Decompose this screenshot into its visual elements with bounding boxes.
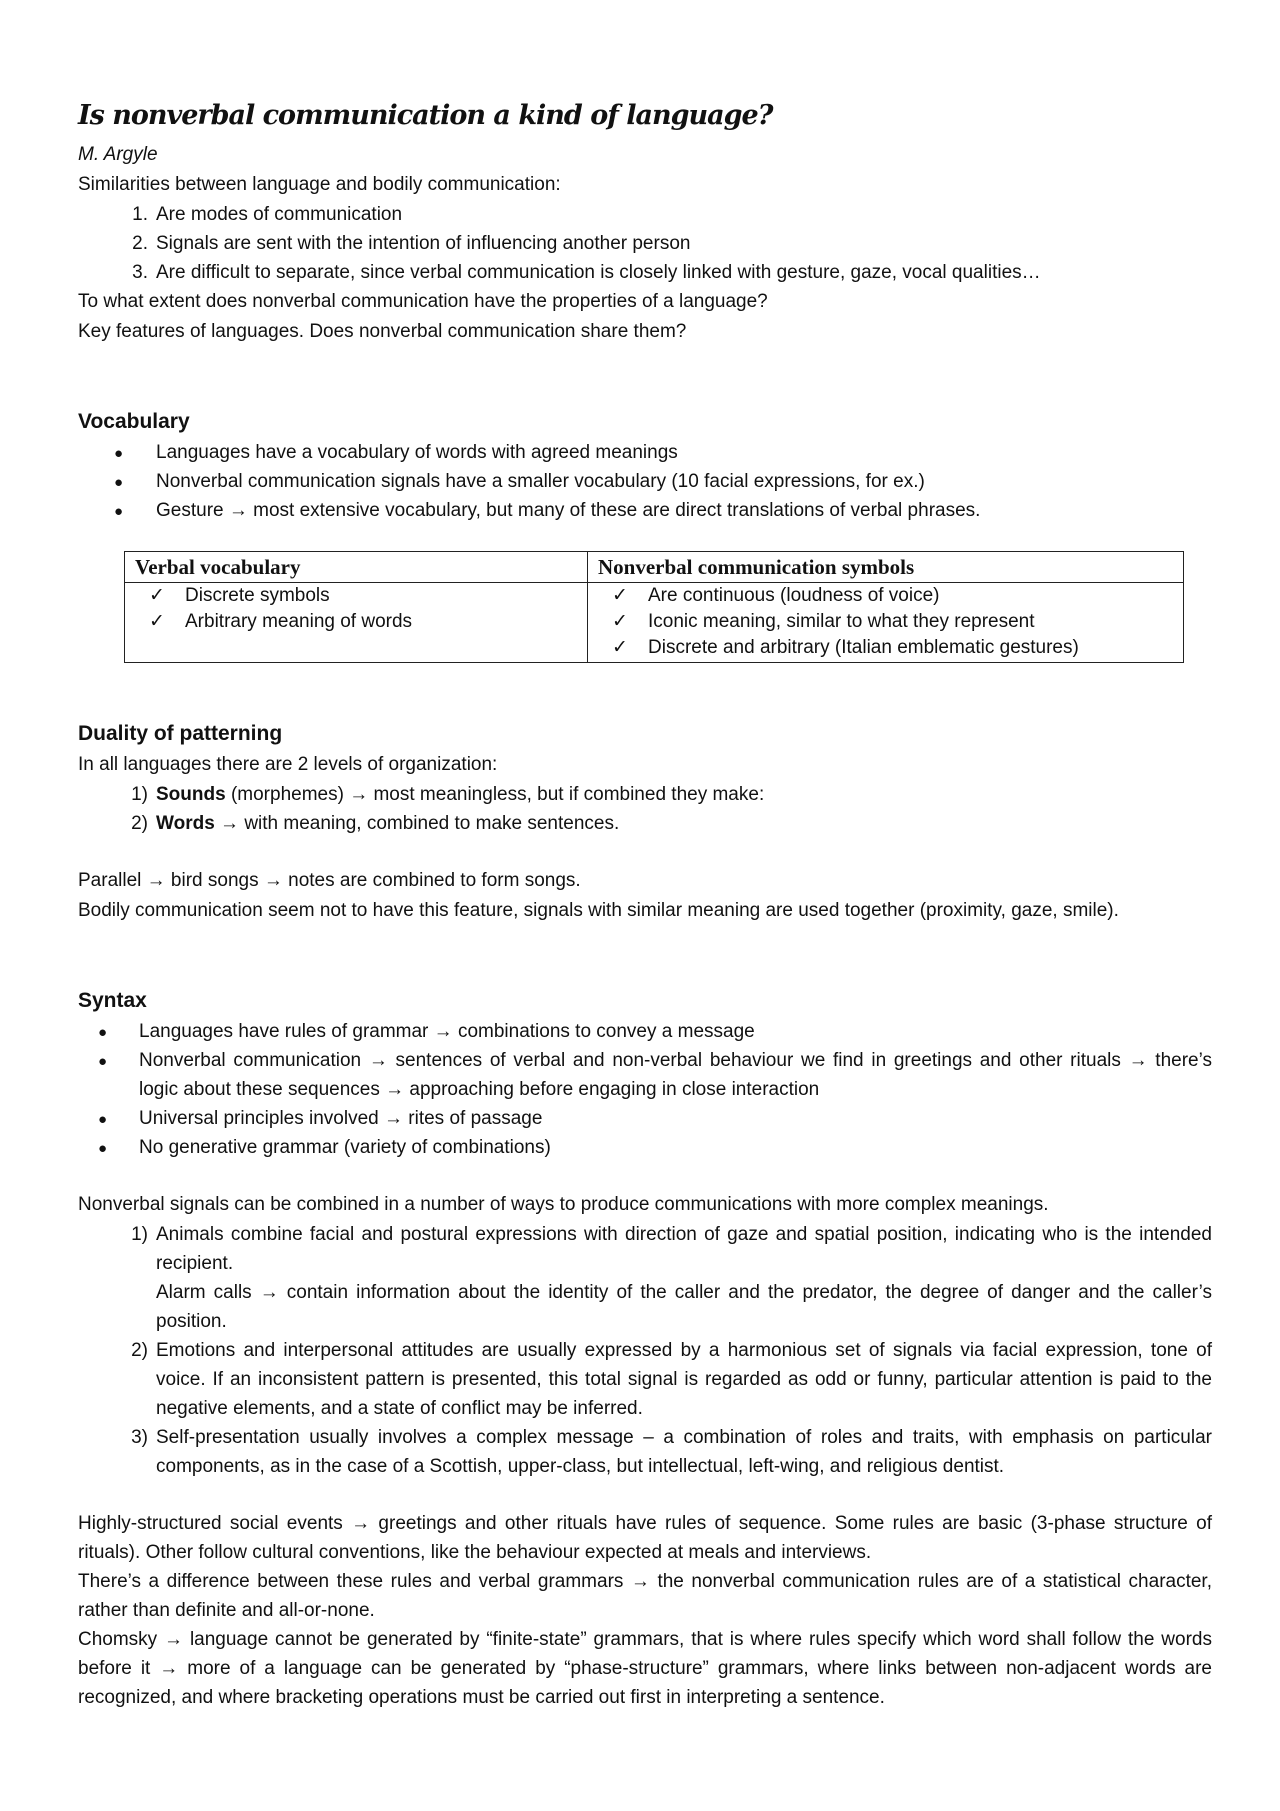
syntax-list — [78, 1220, 1212, 1481]
list-item: ● Languages have a vocabulary of words with agreed meanings — [78, 438, 1212, 467]
document-page — [78, 98, 1212, 1712]
table-list-item: ✓ Are continuous (loudness of voice) — [588, 583, 1183, 609]
syntax-paragraph: There’s a difference between these rules and verbal grammars → the nonverbal communication rules are of a statistical character, rather than definite and all-or-none. — [78, 1571, 1212, 1621]
table-cell-nonverbal — [588, 583, 1184, 663]
list-item: ● Nonverbal communication signals have a smaller vocabulary (10 facial expressions, for ex.) — [78, 467, 1212, 496]
intro-question-2: Key features of languages. Does nonverbal communication share them? — [78, 321, 687, 342]
duality-paragraph: Parallel → bird songs → notes are combined to form songs. — [78, 870, 581, 891]
list-item: ● Universal principles involved → rites of passage — [78, 1104, 1212, 1133]
bullet-icon: ● — [98, 1140, 108, 1157]
check-icon: ✓ — [149, 611, 165, 632]
table-cell-verbal — [125, 583, 588, 663]
bullet-icon: ● — [114, 474, 124, 491]
list-item: 2) Emotions and interpersonal attitudes are usually expressed by a harmonious set of signals via facial expression, tone of voice. If an inconsistent pattern is presented, this total signal is regarded as odd or funny, particular attention is paid to the negative elements, and a state of conflict may be inferred. — [131, 1340, 1212, 1419]
intro-lead: Similarities between language and bodily communication: — [78, 174, 561, 195]
table-list-item: ✓ Discrete and arbitrary (Italian emblematic gestures) — [588, 635, 1183, 661]
syntax-lead: Nonverbal signals can be combined in a number of ways to produce communications with more complex meanings. — [78, 1194, 1049, 1215]
syntax-bullets — [78, 1017, 1212, 1162]
check-icon: ✓ — [612, 611, 628, 632]
table-list-item: ✓ Iconic meaning, similar to what they represent — [588, 609, 1183, 635]
table-list-item: ✓ Arbitrary meaning of words — [125, 609, 587, 635]
duality-paragraph: Bodily communication seem not to have this feature, signals with similar meaning are used together (proximity, gaze, smile). — [78, 900, 1119, 921]
similarities-list — [78, 200, 1212, 287]
list-item: ● No generative grammar (variety of combinations) — [78, 1133, 1212, 1162]
duality-lead: In all languages there are 2 levels of organization: — [78, 754, 498, 775]
duality-heading: Duality of patterning — [78, 722, 283, 745]
list-item: 3. Are difficult to separate, since verbal communication is closely linked with gesture, gaze, vocal qualities… — [132, 262, 1041, 283]
table-header-nonverbal: Nonverbal communication symbols — [588, 552, 1184, 583]
bullet-icon: ● — [98, 1053, 108, 1070]
list-item: 1) Animals combine facial and postural expressions with direction of gaze and spatial position, indicating who is the intended recipient. Alarm calls → contain information about the identity of the caller and the predator, the degree of danger and the caller’s position. — [131, 1224, 1212, 1332]
check-icon: ✓ — [149, 585, 165, 606]
vocabulary-heading: Vocabulary — [78, 410, 190, 433]
list-item: 1. Are modes of communication — [132, 204, 403, 225]
vocabulary-bullets — [78, 438, 1212, 525]
list-item: ● Nonverbal communication → sentences of verbal and non-verbal behaviour we find in greetings and other rituals → there’s logic about these sequences → approaching before engaging in close interaction — [78, 1046, 1212, 1104]
bullet-icon: ● — [98, 1024, 108, 1041]
table-header-verbal: Verbal vocabulary — [125, 552, 588, 583]
syntax-heading: Syntax — [78, 989, 147, 1012]
syntax-paragraph: Highly-structured social events → greetings and other rituals have rules of sequence. Some rules are basic (3-phase structure of rituals). Other follow cultural conventions, like the behaviour expected at meals and interviews. — [78, 1513, 1212, 1563]
bullet-icon: ● — [98, 1111, 108, 1128]
document-title: Is nonverbal communication a kind of language? — [78, 100, 773, 131]
bullet-icon: ● — [114, 503, 124, 520]
list-item: 2) Words → with meaning, combined to make sentences. — [131, 813, 620, 834]
syntax-paragraph: Chomsky → language cannot be generated by “finite-state” grammars, that is where rules specify which word shall follow the words before it → more of a language can be generated by “phase-structure” grammars, where links between non-adjacent words are recognized, and where bracketing operations must be carried out first in interpreting a sentence. — [78, 1629, 1212, 1708]
list-item: ● Gesture → most extensive vocabulary, but many of these are direct translations of verbal phrases. — [78, 496, 1212, 525]
bullet-icon: ● — [114, 445, 124, 462]
list-item: 2. Signals are sent with the intention of influencing another person — [132, 233, 691, 254]
list-item: 3) Self-presentation usually involves a complex message – a combination of roles and traits, with emphasis on particular components, as in the case of a Scottish, upper-class, but intellectual, left-wing, and religious dentist. — [131, 1427, 1212, 1477]
table-list-item: ✓ Discrete symbols — [125, 583, 587, 609]
vocabulary-table — [124, 551, 1184, 663]
intro-question-1: To what extent does nonverbal communication have the properties of a language? — [78, 291, 768, 312]
list-item: 1) Sounds (morphemes) → most meaningless, but if combined they make: — [131, 784, 765, 805]
check-icon: ✓ — [612, 637, 628, 658]
duality-list — [78, 780, 1212, 838]
author-name: M. Argyle — [78, 144, 158, 165]
list-item: ● Languages have rules of grammar → combinations to convey a message — [78, 1017, 1212, 1046]
check-icon: ✓ — [612, 585, 628, 606]
